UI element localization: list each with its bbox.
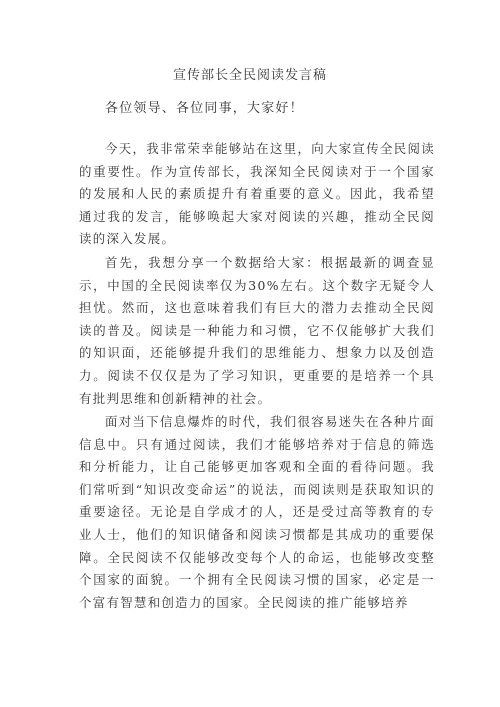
paragraph-intro: 今天，我非常荣幸能够站在这里，向大家宣传全民阅读的重要性。作为宣传部长，我深知全民阅读对于一个国家的发展和人民的素质提升有着重要的意义。因此，我希望通过我的发言，能够唤起大家对阅读的兴趣，推动全民阅读的深入发展。	[79, 141, 435, 247]
document-title: 宣传部长全民阅读发言稿	[172, 68, 327, 83]
paragraph-data: 首先，我想分享一个数据给大家：根据最新的调查显示，中国的全民阅读率仅为30%左右。这个数字无疑令人担忧。然而，这也意味着我们有巨大的潜力去推动全民阅读的普及。阅读是一种能力和习惯，它不仅能够扩大我们的知识面，还能够提升我们的思维能力、想象力以及创造力。阅读不仅仅是为了学习知识，更重要的是培养一个具有批判思维和创新精神的社会。	[79, 255, 435, 406]
paragraph-information-age: 面对当下信息爆炸的时代，我们很容易迷失在各种片面信息中。只有通过阅读，我们才能够培养对于信息的筛选和分析能力，让自己能够更加客观和全面的看待问题。我们常听到“知识改变命运”的说法，而阅读则是获取知识的重要途径。无论是自学成才的人，还是受过高等教育的专业人士，他们的知识储备和阅读习惯都是其成功的重要保障。全民阅读不仅能够改变每个人的命运，也能够改变整个国家的面貌。一个拥有全民阅读习惯的国家，必定是一个富有智慧和创造力的国家。全民阅读的推广能够培养	[79, 414, 435, 610]
greeting-line: 各位领导、各位同事，大家好！	[105, 101, 304, 116]
